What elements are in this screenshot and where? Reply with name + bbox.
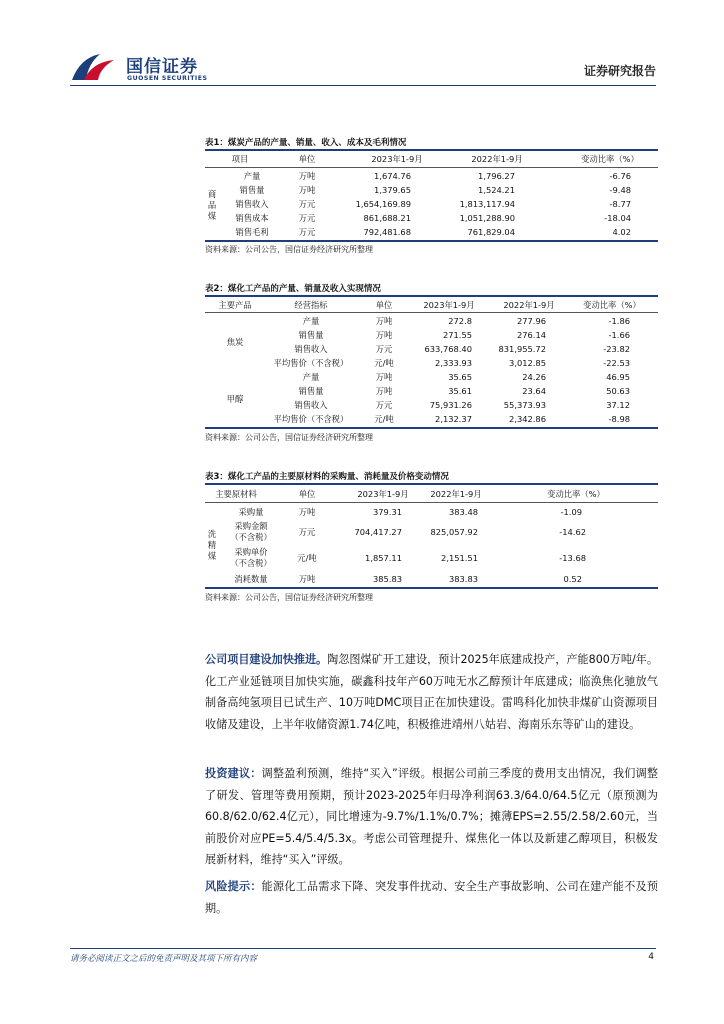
table2-cell-metric: 平均售价（不含税） <box>273 414 349 424</box>
paragraph-lead: 公司项目建设加快推进。 <box>205 653 328 666</box>
table1-cell-2022: 1,813,117.94 <box>459 199 515 209</box>
table3-cell-unit: 万吨 <box>298 574 316 584</box>
table3-cell-2022: 383.83 <box>448 574 478 584</box>
table2-cell-2022: 23.64 <box>522 386 546 396</box>
paragraph-text: 调整盈利预测，维持“买入”评级。根据公司前三季度的费用支出情况，我们调整了研发、管理等费用预期，预计2023-2025年归母净利润63.3/64.0/64.5亿元（原预测为60.8/62.0/62.4亿元），同比增速为-9.7%/1.1%/0.7%；摊薄EPS=2.55/2.58/2.60元，当前股价对应PE=5.4/5.4/5.3x。考虑公司管理提升、煤焦化一体以及新建乙醇项目，积极发展新材料，维持“买入”评级。 <box>205 767 658 866</box>
table2-col-2023: 2023年1-9月 <box>423 300 475 310</box>
table3-cell-2023: 379.31 <box>372 507 402 517</box>
page-number: 4 <box>648 952 654 962</box>
table1-bottom-rule <box>205 240 658 242</box>
table2-source: 资料来源：公司公告，国信证券经济研究所整理 <box>205 433 373 442</box>
table1-cell-2023: 861,688.21 <box>363 213 411 223</box>
table3-source: 资料来源：公司公告，国信证券经济研究所整理 <box>205 593 373 602</box>
table3-cell-2022: 383.48 <box>448 507 478 517</box>
table2-cell-2022: 3,012.85 <box>509 358 546 368</box>
paragraph-text: 能源化工品需求下降、突发事件扰动、安全生产事故影响、公司在建产能不及预期。 <box>205 880 658 915</box>
table2-cell-2022: 55,373.93 <box>503 400 546 410</box>
table3-header-rule <box>205 502 658 503</box>
table1-col-2022: 2022年1-9月 <box>471 154 523 164</box>
table3-cell-item: 采购金额（不含税） <box>230 521 272 542</box>
table2-cell-metric: 产量 <box>302 316 320 326</box>
table1-header-rule <box>205 167 658 168</box>
table2-cell-change: 50.63 <box>606 386 630 396</box>
table3-cell-change: 0.52 <box>563 574 582 584</box>
table1-col-2023: 2023年1-9月 <box>371 154 423 164</box>
table2-cell-change: -23.82 <box>603 344 630 354</box>
table2-cell-unit: 元/吨 <box>374 358 394 368</box>
table3-bottom-rule <box>205 587 658 589</box>
table2-col-2022: 2022年1-9月 <box>503 300 555 310</box>
table3-cell-change: -14.62 <box>559 527 586 537</box>
table2-cell-2022: 831,955.72 <box>498 344 546 354</box>
table2-cell-change: -1.86 <box>608 316 630 326</box>
table2-cell-metric: 销售收入 <box>294 344 328 354</box>
table3-col-change: 变动比率（%） <box>547 489 605 499</box>
table1-cell-unit: 万元 <box>298 227 316 237</box>
table2-cell-unit: 万吨 <box>375 386 393 396</box>
table3-cell-2023: 704,417.27 <box>354 527 402 537</box>
footer-disclaimer: 请务必阅读正文之后的免责声明及其项下所有内容 <box>70 954 258 964</box>
table3-cell-unit: 元/吨 <box>297 553 317 563</box>
table1-cell-2022: 1,051,288.90 <box>459 213 515 223</box>
footer-divider <box>70 948 656 949</box>
table3-cell-change: -1.09 <box>560 507 582 517</box>
table2-col-metric: 经营指标 <box>294 300 328 310</box>
table1-cell-2022: 1,796.27 <box>478 171 515 181</box>
table2-cell-metric: 销售量 <box>298 386 324 396</box>
paragraph-projects <box>205 649 658 735</box>
report-type-label: 证券研究报告 <box>583 64 656 78</box>
table2-group-methanol: 甲醇 <box>226 394 244 404</box>
table2-cell-2023: 272.8 <box>448 316 472 326</box>
guosen-logo-icon <box>70 50 118 84</box>
table3-cell-item: 采购单价（不含税） <box>230 547 272 568</box>
table1-col-change: 变动比率（%） <box>581 154 639 164</box>
table2-cell-unit: 万吨 <box>375 330 393 340</box>
table2-header-rule <box>205 312 658 313</box>
logo-name-en: GUOSEN SECURITIES <box>127 75 208 82</box>
table2-cell-change: 46.95 <box>606 372 630 382</box>
table1-cell-item: 销售成本 <box>235 213 269 223</box>
table2-cell-change: -8.98 <box>608 414 630 424</box>
paragraph-text: 陶忽图煤矿开工建设，预计2025年底建成投产，产能800万吨/年。化工产业延链项目加快实施，碳鑫科技年产60万吨无水乙醇预计年底建成；临涣焦化驰放气制备高纯氢项目已试生产、10万吨DMC项目正在加快建设。雷鸣科化加快非煤矿山资源项目收储及建设，上半年收储资源1.74亿吨，积极推进靖州八姑岩、海南乐东等矿山的建设。 <box>205 653 658 731</box>
table2-col-product: 主要产品 <box>218 300 252 310</box>
table3-cell-change: -13.68 <box>559 553 586 563</box>
table1-cell-change: -6.76 <box>609 171 631 181</box>
table2-top-rule <box>205 295 658 297</box>
table2-cell-2022: 277.96 <box>516 316 546 326</box>
table1-cell-unit: 万吨 <box>298 171 316 181</box>
table1-col-unit: 单位 <box>298 154 316 164</box>
table2-cell-2023: 633,768.40 <box>424 344 472 354</box>
table3-cell-2022: 825,057.92 <box>430 527 478 537</box>
table2-cell-metric: 平均售价（不含税） <box>273 358 349 368</box>
table2-cell-2023: 2,132.37 <box>435 414 472 424</box>
table2-col-change: 变动比率（%） <box>583 300 641 310</box>
table1-cell-unit: 万吨 <box>298 185 316 195</box>
table1-cell-item: 销售毛利 <box>235 227 269 237</box>
table1-col-item: 项目 <box>231 154 249 164</box>
table1-cell-item: 产量 <box>243 171 261 181</box>
table3-cell-2022: 2,151.51 <box>441 553 478 563</box>
table1-source: 资料来源：公司公告，国信证券经济研究所整理 <box>205 245 373 254</box>
table2-col-unit: 单位 <box>375 300 393 310</box>
table1-cell-change: 4.02 <box>612 227 631 237</box>
table2-cell-2023: 75,931.26 <box>429 400 472 410</box>
paragraph-risk <box>205 876 658 919</box>
table1-cell-2023: 1,379.65 <box>374 185 411 195</box>
table2-cell-2023: 35.61 <box>448 386 472 396</box>
table1-cell-2023: 1,654,169.89 <box>355 199 411 209</box>
table3-cell-2023: 1,857.11 <box>365 553 402 563</box>
table1-cell-change: -8.77 <box>609 199 631 209</box>
table1-cell-2023: 792,481.68 <box>363 227 411 237</box>
table2-cell-unit: 元/吨 <box>374 414 394 424</box>
paragraph-investment <box>205 763 658 871</box>
table3-cell-item: 消耗数量 <box>234 574 268 584</box>
header-divider <box>70 85 656 86</box>
table1-cell-item: 销售量 <box>239 185 265 195</box>
table1-cell-change: -18.04 <box>604 213 631 223</box>
paragraph-lead: 投资建议： <box>205 767 262 780</box>
table2-cell-unit: 万吨 <box>375 372 393 382</box>
table2-cell-2022: 2,342.86 <box>509 414 546 424</box>
table3-cell-unit: 万元 <box>298 527 316 537</box>
table2-cell-2023: 2,333.93 <box>435 358 472 368</box>
table2-cell-metric: 销售收入 <box>294 400 328 410</box>
table2-cell-2022: 276.14 <box>516 330 546 340</box>
table2-cell-2023: 271.55 <box>442 330 472 340</box>
table3-cell-unit: 万吨 <box>298 507 316 517</box>
table3-title: 表3：煤化工产品的主要原材料的采购量、消耗量及价格变动情况 <box>205 472 449 482</box>
table2-cell-change: 37.12 <box>606 400 630 410</box>
table1-top-rule <box>205 149 658 151</box>
table2-cell-change: -1.66 <box>608 330 630 340</box>
table2-group-coke: 焦炭 <box>226 337 244 347</box>
table1-title: 表1：煤炭产品的产量、销量、收入、成本及毛利情况 <box>205 138 407 148</box>
table1-cell-unit: 万元 <box>298 213 316 223</box>
table2-cell-unit: 万吨 <box>375 316 393 326</box>
table3-col-2023: 2023年1-9月 <box>357 489 409 499</box>
table3-col-material: 主要原材料 <box>215 489 257 499</box>
table2-title: 表2：煤化工产品的产量、销量及收入实现情况 <box>205 284 381 294</box>
table2-cell-2022: 24.26 <box>522 372 546 382</box>
table1-cell-2022: 1,524.21 <box>478 185 515 195</box>
table2-cell-unit: 万元 <box>375 400 393 410</box>
table1-cell-item: 销售收入 <box>235 199 269 209</box>
table3-group-label: 洗精煤 <box>207 529 217 561</box>
table3-cell-2023: 385.83 <box>372 574 402 584</box>
table2-bottom-rule <box>205 427 658 429</box>
table3-top-rule <box>205 483 658 485</box>
table2-cell-metric: 产量 <box>302 372 320 382</box>
table2-cell-2023: 35.65 <box>448 372 472 382</box>
table3-cell-item: 采购量 <box>238 507 264 517</box>
table1-cell-change: -9.48 <box>609 185 631 195</box>
table1-cell-2022: 761,829.04 <box>467 227 515 237</box>
table1-group-label: 商品煤 <box>207 189 217 221</box>
table1-cell-2023: 1,674.76 <box>374 171 411 181</box>
table2-cell-metric: 销售量 <box>298 330 324 340</box>
table1-cell-unit: 万元 <box>298 199 316 209</box>
logo-name-cn: 国信证券 <box>126 57 198 77</box>
table2-cell-unit: 万元 <box>375 344 393 354</box>
table3-col-2022: 2022年1-9月 <box>430 489 482 499</box>
table2-cell-change: -22.53 <box>603 358 630 368</box>
paragraph-lead: 风险提示： <box>205 880 262 893</box>
table3-col-unit: 单位 <box>298 489 316 499</box>
